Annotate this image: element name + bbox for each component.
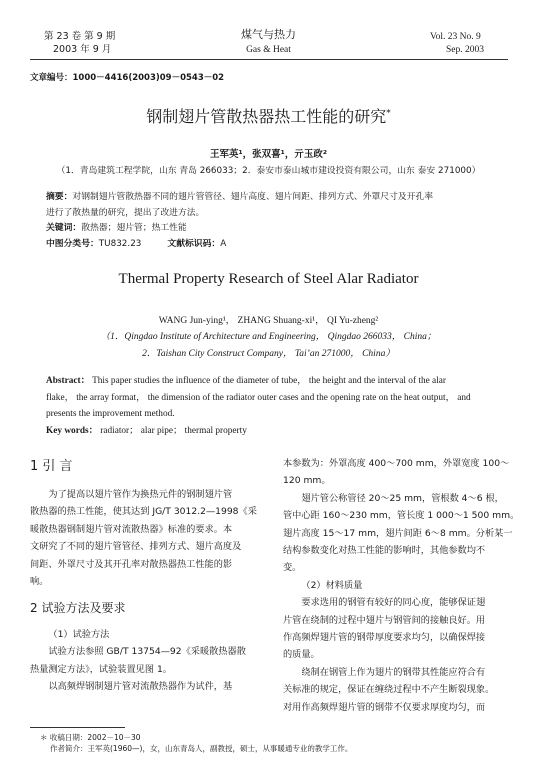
abstract-en-line1: This paper studies the influence of the diameter of tube， the height and the interval of the alar	[92, 376, 446, 386]
clc-label: 中图分类号：	[46, 238, 99, 249]
header-month: Sep. 2003	[446, 45, 484, 55]
footnote-rule	[30, 727, 125, 728]
keywords-en-text: radiator； alar pipe； thermal property	[100, 425, 247, 436]
section1-paragraph	[30, 486, 266, 590]
rc-line: 作高频焊翅片管的钢带厚度要求均匀，以确保焊接	[283, 632, 486, 644]
keywords-cn-text: 散热器；翅片管；热工性能	[81, 223, 187, 233]
abstract-en	[46, 373, 506, 439]
section2-heading: 2 试验方法及要求	[30, 601, 126, 615]
affiliation-cn: （1．青岛建筑工程学院，山东 青岛 266033；2．泰安市泰山城市建设投资有限公司，山东 泰安 271000）	[56, 166, 481, 176]
clc-value: TU832.23	[98, 238, 142, 249]
right-column	[283, 455, 520, 716]
journal-name-cn: 煤气与热力	[241, 28, 296, 41]
rc-line: 片管在绕制的过程中翅片与钢管间的接触良好。用	[283, 614, 486, 626]
doc-code-label: 文献标识码：	[167, 238, 221, 249]
title-cn-text: 钢制翅片管散热器热工性能的研究	[146, 107, 387, 126]
rc-line: 变。	[283, 562, 302, 574]
abstract-cn-line1: 对钢制翅片管散热器不同的翅片管管径、翅片高度、翅片间距、排列方式、外罩尺寸及开孔率	[72, 192, 434, 202]
footnote-author-bio: 作者简介：王军英(1960—)，女，山东青岛人，副教授，硕士，从事暖通专业的教学工作。	[50, 744, 353, 753]
abstract-cn-label: 摘要：	[46, 192, 73, 202]
rc-line: 管中心距 160～230 mm，管长度 1 000～1 500 mm。	[283, 510, 520, 522]
s1-line: 为了提高以翅片管作为换热元件的钢制翅片管	[48, 489, 233, 500]
s2-line: 热量测定方法》，试验装置见图 1。	[30, 663, 172, 675]
title-footnote-mark: *	[386, 108, 391, 119]
title-en: Thermal Property Research of Steel Alar Radiator	[118, 271, 419, 287]
abstract-en-line3: presents the improvement method.	[46, 409, 175, 419]
header-date: 2003 年 9 月	[53, 44, 112, 55]
abstract-en-line2: flake， the array format， the dimension of the radiator outer cases and the opening rate on the heat output， and	[46, 392, 471, 403]
rc-line: 翅片高度 15～17 mm，翅片间距 6～8 mm。分析某一	[283, 527, 513, 539]
doc-code-value: A	[220, 238, 227, 249]
s1-line: 文研究了不同的翅片管管径、排列方式、翅片高度及	[30, 541, 242, 553]
section2-paragraph	[30, 626, 266, 696]
rc-line: 120 mm。	[283, 475, 331, 487]
section1-heading: 1 引 言	[30, 459, 73, 474]
s2-line: 以高频焊钢制翅片管对流散热器作为试件，基	[48, 681, 233, 693]
affiliation-en	[0, 329, 537, 363]
header-vol-no: Vol. 23 No. 9	[430, 32, 481, 42]
rc-line: 的质量。	[283, 649, 320, 661]
rc-line: 本参数为：外罩高度 400～700 mm，外罩宽度 100～	[283, 458, 510, 469]
title-cn	[0, 104, 537, 127]
journal-name-en: Gas & Heat	[246, 45, 291, 55]
affiliation-en-line1: （1．Qingdao Institute of Architecture and Engineering， Qingdao 266033， China；	[100, 332, 437, 342]
affiliation-en-line2: 2．Taishan City Construct Company， Tai’an 271000， China）	[142, 349, 395, 359]
footnote	[40, 732, 352, 754]
footnote-received: ＊ 收稿日期：2002－10－30	[40, 733, 141, 742]
abstract-en-label: Abstract：	[46, 376, 90, 386]
abstract-cn	[46, 190, 433, 252]
abstract-cn-line2: 进行了散热量的研究，提出了改进方法。	[46, 207, 205, 218]
rc-line: 要求选用的钢管有较好的同心度，能够保证翅	[301, 597, 486, 609]
s1-line: 散热器的热工性能，使其达到 JG/T 3012.2—1998《采	[30, 506, 257, 518]
header-volume-issue: 第 23 卷 第 9 期	[44, 31, 116, 42]
rc-line: 关标准的规定，保证在缠绕过程中不产生断裂现象。	[283, 684, 495, 696]
rc-line: 结构参数变化对热工性能的影响时，其他参数均不	[283, 545, 486, 557]
s2-subheading: （1）试验方法	[48, 629, 110, 640]
header-rule	[30, 59, 508, 60]
authors-en: WANG Jun-ying¹， ZHANG Shuang-xi¹， QI Yu-zheng²	[158, 316, 379, 326]
authors-cn: 王军英¹，张双喜¹，亓玉政²	[210, 149, 327, 160]
s1-line: 间距、外罩尺寸及其开孔率对散热器热工性能的影	[30, 558, 233, 570]
rc-line: 绕制在钢管上作为翅片的钢带其性能应符合有	[301, 666, 486, 678]
rc-line: 对用作高频焊翅片管的钢带不仅要求厚度均匀，而	[283, 701, 486, 713]
keywords-cn-label: 关键词：	[46, 223, 82, 233]
s1-line: 响。	[30, 576, 49, 588]
s2-line: 试验方法参照 GB/T 13754—92《采暖散热器散	[48, 646, 246, 658]
rc-line: 翅片管公称管径 20～25 mm，管根数 4～6 根，	[301, 492, 504, 504]
rc-subheading: （2）材料质量	[301, 579, 363, 591]
keywords-en-label: Key words：	[46, 425, 98, 436]
s1-line: 暖散热器钢制翅片管对流散热器》标准的要求。本	[30, 523, 233, 535]
article-id: 文章编号：1000－4416(2003)09－0543－02	[30, 73, 225, 83]
